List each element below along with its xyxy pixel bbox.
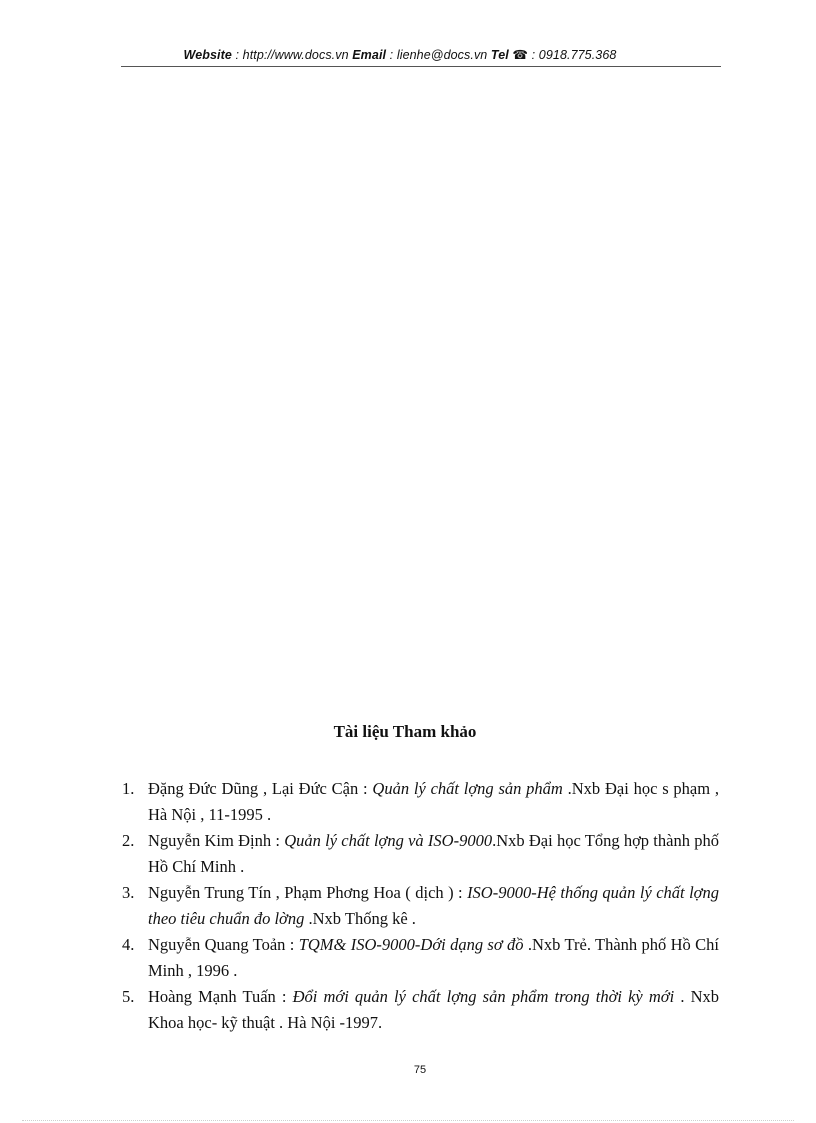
reference-list — [122, 776, 719, 1036]
reference-item — [122, 828, 719, 880]
reference-item — [122, 984, 719, 1036]
reference-number: 3. — [122, 883, 135, 902]
reference-publisher: .Nxb Đại học Tổng hợp thành phố Hồ Chí Minh . — [148, 831, 719, 876]
reference-authors: Nguyễn Kim Định : — [148, 831, 285, 850]
tel-number: 0918.775.368 — [538, 48, 617, 62]
reference-item — [122, 776, 719, 828]
email-address[interactable]: lienhe@docs.vn — [396, 48, 488, 62]
reference-item — [122, 880, 719, 932]
tel-label: Tel — [490, 48, 509, 62]
reference-title: Quản lý chất lợng và ISO-9000 — [284, 831, 493, 850]
page-number: 75 — [413, 1064, 427, 1076]
reference-number: 1. — [122, 779, 135, 798]
reference-authors: Nguyễn Quang Toản : — [148, 935, 299, 954]
email-label: Email — [352, 48, 387, 62]
reference-authors: Nguyễn Trung Tín , Phạm Phơng Hoa ( dịch ) : — [148, 883, 468, 902]
website-label: Website — [183, 48, 232, 62]
reference-title: Đổi mới quản lý chất lợng sản phẩm trong thời kỳ mới — [292, 987, 675, 1006]
tel-separator: : — [528, 48, 539, 62]
website-separator: : — [231, 48, 243, 62]
reference-number: 2. — [122, 831, 135, 850]
reference-title: ISO-9000-Hệ thống quản lý chất lợng theo tiêu chuẩn đo lờng — [148, 883, 719, 928]
reference-number: 5. — [122, 987, 135, 1006]
reference-title: TQM& ISO-9000-Dới dạng sơ đồ — [298, 935, 524, 954]
section-title: Tài liệu Tham khảo — [333, 722, 477, 741]
reference-publisher: .Nxb Đại học s phạm , Hà Nội , 11-1995 . — [148, 779, 719, 824]
header-rule — [121, 66, 721, 67]
page-bottom-border — [22, 1120, 794, 1121]
reference-publisher: .Nxb Thống kê . — [304, 909, 416, 928]
page-header — [0, 47, 800, 62]
reference-publisher: .Nxb Trẻ. Thành phố Hồ Chí Minh , 1996 . — [148, 935, 720, 980]
email-separator: : — [386, 48, 397, 62]
reference-number: 4. — [122, 935, 135, 954]
reference-title: Quản lý chất lợng sản phẩm — [372, 779, 563, 798]
phone-icon: ☎ — [512, 48, 529, 62]
website-url[interactable]: http://www.docs.vn — [242, 48, 349, 62]
reference-authors: Hoàng Mạnh Tuấn : — [148, 987, 293, 1006]
reference-authors: Đặng Đức Dũng , Lại Đức Cận : — [148, 779, 373, 798]
reference-publisher: . Nxb Khoa học- kỹ thuật . Hà Nội -1997. — [148, 987, 720, 1032]
reference-item — [122, 932, 719, 984]
